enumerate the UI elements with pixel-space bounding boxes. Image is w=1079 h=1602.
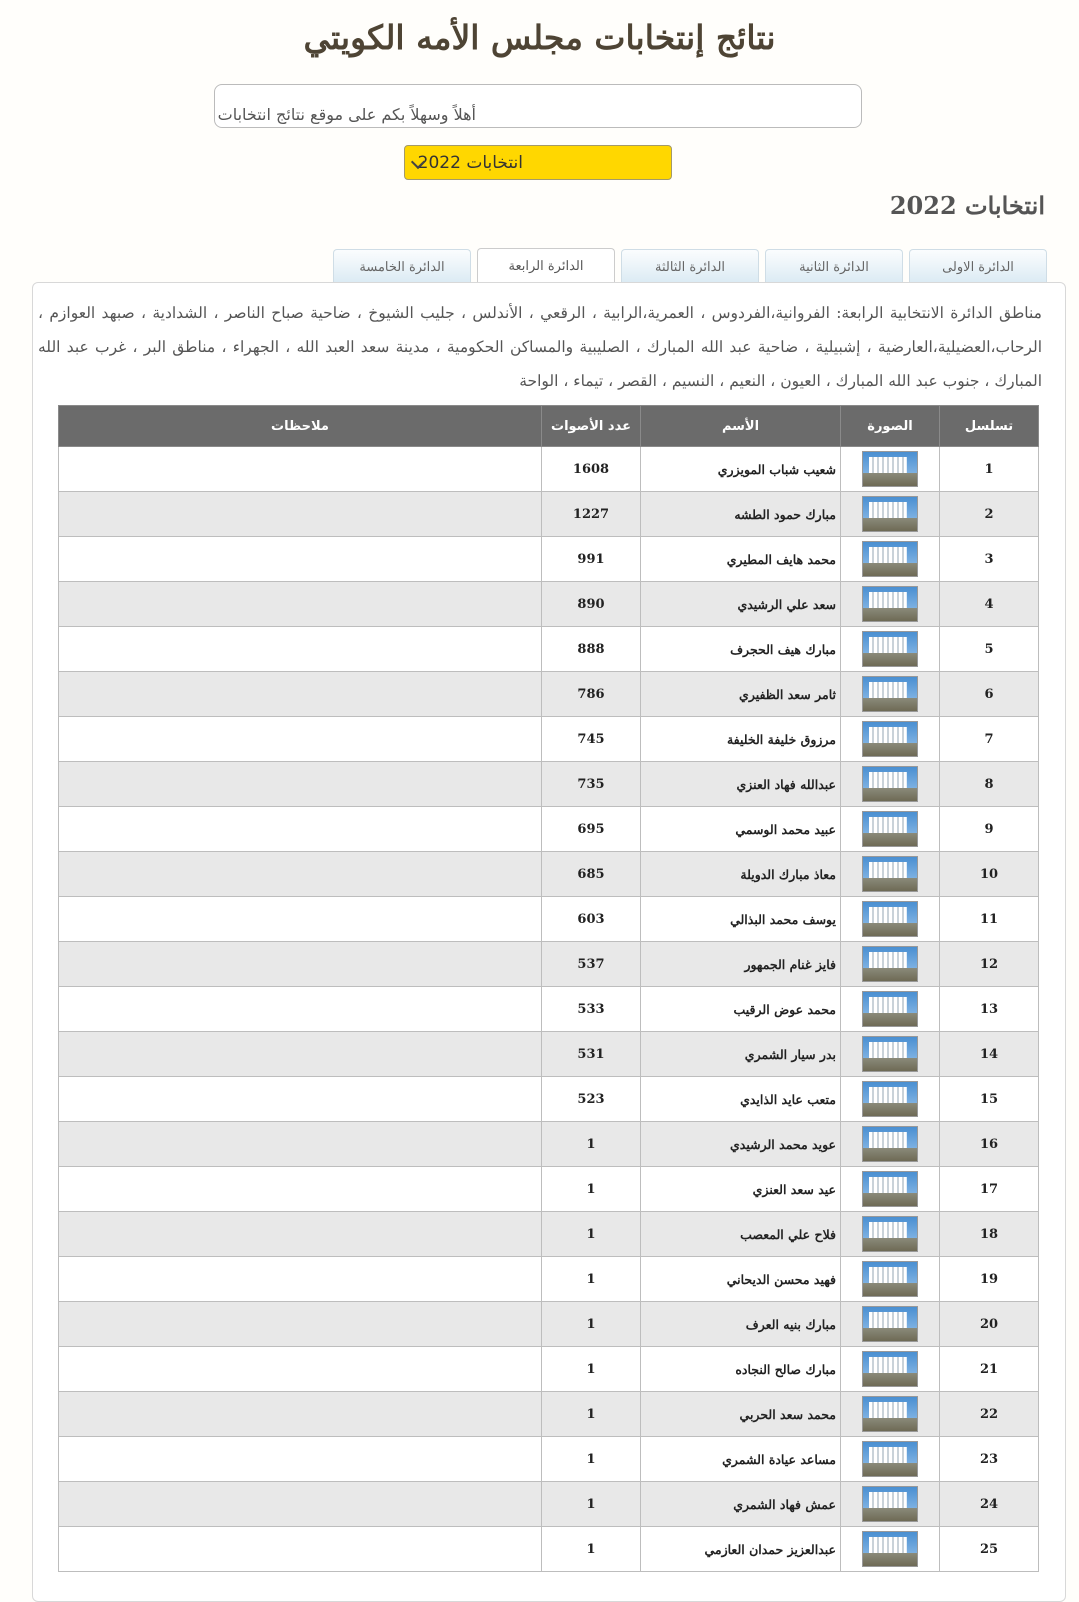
row-seq: 15 xyxy=(940,1077,1039,1122)
row-notes xyxy=(59,942,542,987)
row-notes xyxy=(59,582,542,627)
candidate-photo[interactable] xyxy=(862,631,918,667)
row-photo xyxy=(841,1347,940,1392)
row-photo xyxy=(841,492,940,537)
table-header-row xyxy=(59,406,1039,447)
row-notes xyxy=(59,1122,542,1167)
table-row xyxy=(59,1347,1039,1392)
row-name: بدر سيار الشمري xyxy=(641,1032,841,1077)
candidate-photo[interactable] xyxy=(862,1396,918,1432)
row-name: عبدالعزيز حمدان العازمي xyxy=(641,1527,841,1572)
row-photo xyxy=(841,762,940,807)
row-name: عويد محمد الرشيدي xyxy=(641,1122,841,1167)
row-name: فهيد محسن الديحاني xyxy=(641,1257,841,1302)
row-photo xyxy=(841,1392,940,1437)
candidate-photo[interactable] xyxy=(862,451,918,487)
row-seq: 12 xyxy=(940,942,1039,987)
row-votes: 1608 xyxy=(542,447,641,492)
candidate-photo[interactable] xyxy=(862,766,918,802)
section-heading: انتخابات 2022 xyxy=(889,191,1045,220)
header-votes: عدد الأصوات xyxy=(542,406,641,447)
table-row xyxy=(59,852,1039,897)
tab-district-3[interactable]: الدائرة الثالثة xyxy=(621,249,759,282)
row-name: عيد سعد العنزي xyxy=(641,1167,841,1212)
candidate-photo[interactable] xyxy=(862,1306,918,1342)
row-name: مبارك هيف الحجرف xyxy=(641,627,841,672)
header-name: الأسم xyxy=(641,406,841,447)
candidate-photo[interactable] xyxy=(862,676,918,712)
district-areas-text: مناطق الدائرة الانتخابية الرابعة: الفروانية،الفردوس ، العمرية،الرابية ، الرقعي ، الأندلس ، جليب الشيوخ ، ضاحية صباح الناصر ، الشدادية ، صبهد العوازم ، الرحاب،العضيلية،العارضية ، إشبيلية ، ضاحية عبد الله المبارك ، الصليبية والمساكن الحكومية ، مدينة سعد العبد الله ، الجهراء ، مناطق البر ، غرب عبد الله المبارك ، جنوب عبد الله المبارك ، العيون ، النعيم ، النسيم ، القصر ، تيماء ، الواحة xyxy=(38,304,1042,390)
candidate-photo[interactable] xyxy=(862,1441,918,1477)
row-votes: 1 xyxy=(542,1257,641,1302)
row-seq: 20 xyxy=(940,1302,1039,1347)
row-seq: 8 xyxy=(940,762,1039,807)
row-photo xyxy=(841,807,940,852)
row-name: عبدالله فهاد العنزي xyxy=(641,762,841,807)
row-seq: 2 xyxy=(940,492,1039,537)
candidate-photo[interactable] xyxy=(862,811,918,847)
table-row xyxy=(59,582,1039,627)
row-photo xyxy=(841,942,940,987)
row-seq: 11 xyxy=(940,897,1039,942)
row-votes: 888 xyxy=(542,627,641,672)
table-row xyxy=(59,672,1039,717)
row-photo xyxy=(841,987,940,1032)
row-notes xyxy=(59,1212,542,1257)
row-seq: 17 xyxy=(940,1167,1039,1212)
table-row xyxy=(59,897,1039,942)
row-name: مساعد عيادة الشمري xyxy=(641,1437,841,1482)
row-notes xyxy=(59,897,542,942)
candidate-photo[interactable] xyxy=(862,1351,918,1387)
candidate-photo[interactable] xyxy=(862,1531,918,1567)
tab-district-1[interactable]: الدائرة الاولى xyxy=(909,249,1047,282)
row-seq: 5 xyxy=(940,627,1039,672)
table-row xyxy=(59,1077,1039,1122)
row-photo xyxy=(841,852,940,897)
row-notes xyxy=(59,672,542,717)
row-photo xyxy=(841,1302,940,1347)
row-votes: 1 xyxy=(542,1482,641,1527)
row-notes xyxy=(59,1437,542,1482)
row-notes xyxy=(59,1032,542,1077)
row-seq: 6 xyxy=(940,672,1039,717)
row-notes xyxy=(59,627,542,672)
row-notes xyxy=(59,447,542,492)
row-name: عمش فهاد الشمري xyxy=(641,1482,841,1527)
candidate-photo[interactable] xyxy=(862,1081,918,1117)
candidate-photo[interactable] xyxy=(862,856,918,892)
row-votes: 890 xyxy=(542,582,641,627)
row-photo xyxy=(841,627,940,672)
row-notes xyxy=(59,1167,542,1212)
row-votes: 537 xyxy=(542,942,641,987)
table-row xyxy=(59,1167,1039,1212)
header-notes: ملاحظات xyxy=(59,406,542,447)
row-votes: 1 xyxy=(542,1167,641,1212)
election-year-value: انتخابات 2022 xyxy=(417,153,523,173)
row-seq: 21 xyxy=(940,1347,1039,1392)
header-seq: تسلسل xyxy=(940,406,1039,447)
row-notes xyxy=(59,807,542,852)
row-photo xyxy=(841,1167,940,1212)
tab-district-2[interactable]: الدائرة الثانية xyxy=(765,249,903,282)
row-photo xyxy=(841,717,940,762)
row-votes: 745 xyxy=(542,717,641,762)
row-photo xyxy=(841,897,940,942)
row-name: محمد سعد الحربي xyxy=(641,1392,841,1437)
row-name: عبيد محمد الوسمي xyxy=(641,807,841,852)
row-notes xyxy=(59,537,542,582)
row-name: مبارك بنيه العرف xyxy=(641,1302,841,1347)
row-photo xyxy=(841,1212,940,1257)
row-votes: 1 xyxy=(542,1122,641,1167)
row-photo xyxy=(841,1437,940,1482)
row-name: متعب عايد الذايدي xyxy=(641,1077,841,1122)
row-photo xyxy=(841,1527,940,1572)
row-photo xyxy=(841,1032,940,1077)
row-seq: 23 xyxy=(940,1437,1039,1482)
row-seq: 18 xyxy=(940,1212,1039,1257)
table-row xyxy=(59,1437,1039,1482)
row-notes xyxy=(59,987,542,1032)
table-row xyxy=(59,447,1039,492)
row-notes xyxy=(59,1527,542,1572)
row-photo xyxy=(841,1257,940,1302)
results-table xyxy=(58,405,1039,1572)
table-row xyxy=(59,1122,1039,1167)
row-seq: 22 xyxy=(940,1392,1039,1437)
row-photo xyxy=(841,582,940,627)
table-row xyxy=(59,762,1039,807)
candidate-photo[interactable] xyxy=(862,1216,918,1252)
table-row xyxy=(59,537,1039,582)
row-notes xyxy=(59,1077,542,1122)
candidate-photo[interactable] xyxy=(862,901,918,937)
row-name: مبارك حمود الطشه xyxy=(641,492,841,537)
table-row xyxy=(59,1527,1039,1572)
row-seq: 13 xyxy=(940,987,1039,1032)
election-year-select[interactable] xyxy=(404,145,672,180)
row-name: ثامر سعد الظفيري xyxy=(641,672,841,717)
row-name: فايز غنام الجمهور xyxy=(641,942,841,987)
tab-district-5[interactable]: الدائرة الخامسة xyxy=(333,249,471,282)
row-notes xyxy=(59,1257,542,1302)
table-row xyxy=(59,717,1039,762)
row-votes: 786 xyxy=(542,672,641,717)
row-notes xyxy=(59,762,542,807)
row-votes: 695 xyxy=(542,807,641,852)
row-seq: 16 xyxy=(940,1122,1039,1167)
row-name: محمد عوض الرقيب xyxy=(641,987,841,1032)
row-votes: 1 xyxy=(542,1302,641,1347)
table-row xyxy=(59,1032,1039,1077)
header-photo: الصورة xyxy=(841,406,940,447)
row-votes: 533 xyxy=(542,987,641,1032)
row-photo xyxy=(841,1482,940,1527)
row-name: مبارك صالح النجاده xyxy=(641,1347,841,1392)
table-row xyxy=(59,807,1039,852)
candidate-photo[interactable] xyxy=(862,1486,918,1522)
candidate-photo[interactable] xyxy=(862,496,918,532)
row-notes xyxy=(59,717,542,762)
candidate-photo[interactable] xyxy=(862,721,918,757)
candidate-photo[interactable] xyxy=(862,1261,918,1297)
row-votes: 603 xyxy=(542,897,641,942)
row-seq: 25 xyxy=(940,1527,1039,1572)
row-seq: 7 xyxy=(940,717,1039,762)
row-seq: 4 xyxy=(940,582,1039,627)
row-votes: 735 xyxy=(542,762,641,807)
row-photo xyxy=(841,1122,940,1167)
row-votes: 1 xyxy=(542,1437,641,1482)
candidate-photo[interactable] xyxy=(862,1036,918,1072)
row-seq: 19 xyxy=(940,1257,1039,1302)
row-photo xyxy=(841,537,940,582)
candidate-photo[interactable] xyxy=(862,541,918,577)
candidate-photo[interactable] xyxy=(862,946,918,982)
row-votes: 1 xyxy=(542,1212,641,1257)
marquee-text: أهلاً وسهلاً بكم على موقع نتائج انتخابات xyxy=(217,105,476,124)
page-title: نتائج إنتخابات مجلس الأمه الكويتي xyxy=(303,18,776,57)
table-row xyxy=(59,1392,1039,1437)
candidate-photo[interactable] xyxy=(862,1126,918,1162)
row-votes: 531 xyxy=(542,1032,641,1077)
row-name: فلاح علي المعصب xyxy=(641,1212,841,1257)
candidate-photo[interactable] xyxy=(862,991,918,1027)
row-seq: 24 xyxy=(940,1482,1039,1527)
candidate-photo[interactable] xyxy=(862,1171,918,1207)
row-notes xyxy=(59,1482,542,1527)
row-votes: 1 xyxy=(542,1527,641,1572)
welcome-marquee xyxy=(214,84,862,128)
table-row xyxy=(59,1257,1039,1302)
row-seq: 14 xyxy=(940,1032,1039,1077)
row-name: معاذ مبارك الدويلة xyxy=(641,852,841,897)
row-seq: 9 xyxy=(940,807,1039,852)
tab-district-4[interactable]: الدائرة الرابعة xyxy=(477,248,615,284)
table-row xyxy=(59,1212,1039,1257)
table-row xyxy=(59,627,1039,672)
row-votes: 1227 xyxy=(542,492,641,537)
row-name: مرزوق خليفة الخليفة xyxy=(641,717,841,762)
candidate-photo[interactable] xyxy=(862,586,918,622)
row-notes xyxy=(59,492,542,537)
row-photo xyxy=(841,1077,940,1122)
row-notes xyxy=(59,852,542,897)
table-row xyxy=(59,1302,1039,1347)
row-votes: 523 xyxy=(542,1077,641,1122)
row-seq: 1 xyxy=(940,447,1039,492)
row-seq: 3 xyxy=(940,537,1039,582)
table-row xyxy=(59,1482,1039,1527)
table-row xyxy=(59,987,1039,1032)
row-votes: 991 xyxy=(542,537,641,582)
row-votes: 1 xyxy=(542,1347,641,1392)
row-notes xyxy=(59,1302,542,1347)
row-name: شعيب شباب المويزري xyxy=(641,447,841,492)
district-tabs xyxy=(333,249,1047,283)
row-photo xyxy=(841,672,940,717)
row-name: سعد علي الرشيدي xyxy=(641,582,841,627)
row-name: محمد هايف المطيري xyxy=(641,537,841,582)
table-row xyxy=(59,942,1039,987)
row-notes xyxy=(59,1392,542,1437)
row-photo xyxy=(841,447,940,492)
row-votes: 1 xyxy=(542,1392,641,1437)
table-row xyxy=(59,492,1039,537)
row-seq: 10 xyxy=(940,852,1039,897)
row-notes xyxy=(59,1347,542,1392)
row-votes: 685 xyxy=(542,852,641,897)
row-name: يوسف محمد البذالي xyxy=(641,897,841,942)
